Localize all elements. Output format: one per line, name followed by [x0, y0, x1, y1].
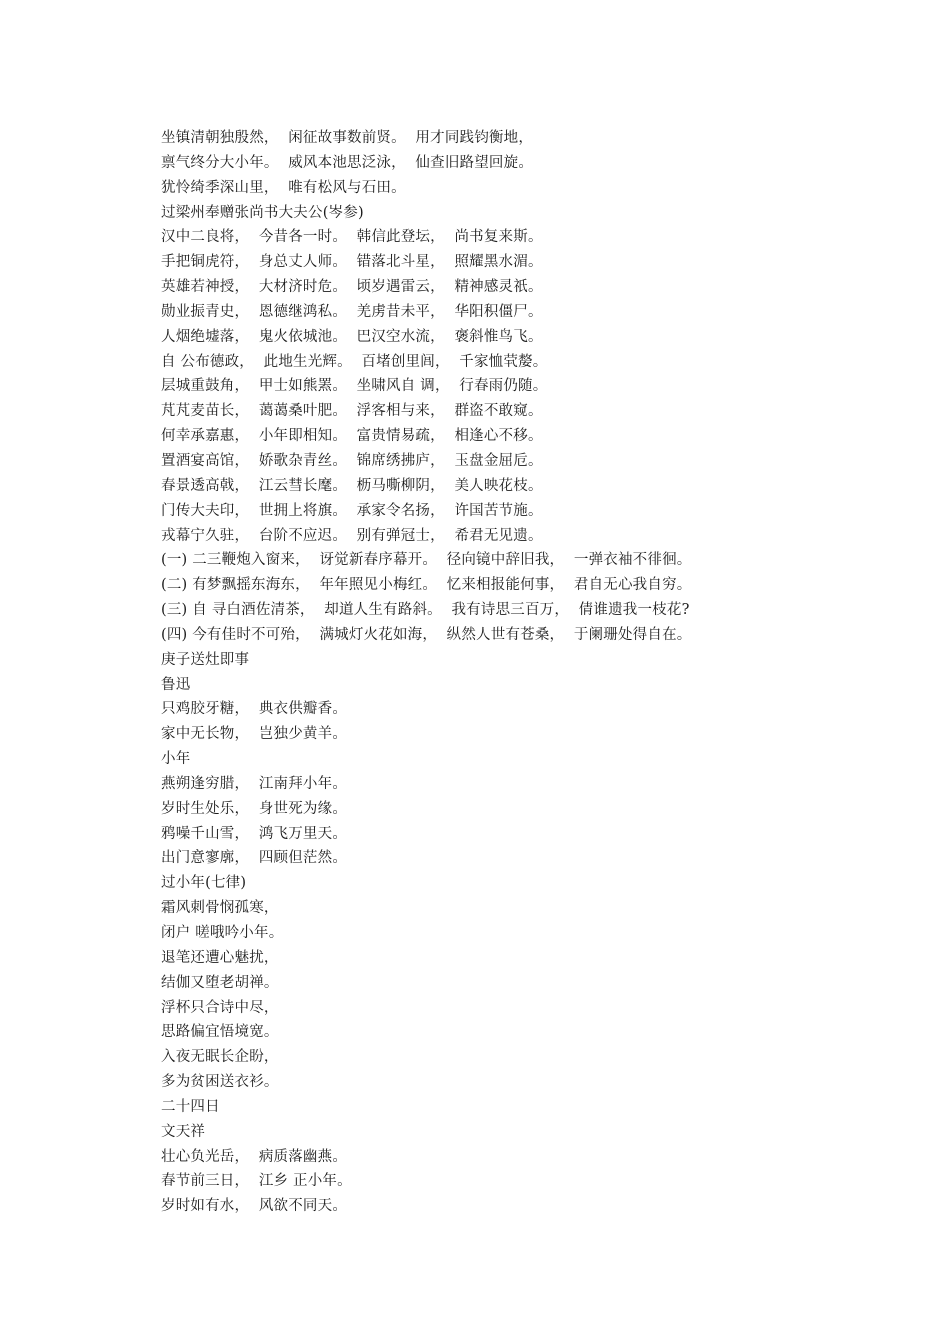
text-line: 岁时生处乐， 身世死为缘。: [161, 800, 348, 817]
text-line: 坐镇清朝独殷然， 闲征故事数前贤。 用才同践钧衡地，: [161, 130, 534, 146]
poem-title: 过小年(七律): [161, 875, 247, 892]
text-line: (三) 自 寻白酒佐清茶， 却道人生有路斜。 我有诗思三百万， 倩谁遗我一枝花?: [161, 602, 690, 619]
text-line: 入夜无眠长企盼，: [161, 1049, 279, 1066]
text-line: 思路偏宜悟境宽。: [161, 1024, 279, 1041]
text-line: 英雄若神授， 大材济时危。 顷岁遇雷云， 精神感灵祇。: [161, 279, 543, 296]
text-line: 芃芃麦苗长， 蔼蔼桑叶肥。 浮客相与来， 群盗不敢窥。: [161, 403, 543, 420]
poem-title: 庚子送灶即事: [161, 651, 250, 668]
text-line: 壮心负光岳， 病质落幽燕。: [161, 1148, 348, 1165]
text-line: 勋业振青史， 恩德继鸿私。 羌虏昔未平， 华阳积僵尸。: [161, 303, 543, 320]
poem-title: 过梁州奉赠张尚书大夫公(岑参): [161, 204, 364, 221]
text-line: 置酒宴高馆， 娇歌杂青丝。 锦席绣拂庐， 玉盘金屈卮。: [161, 452, 543, 469]
text-line: 手把铜虎符， 身总丈人师。 错落北斗星， 照耀黑水湄。: [161, 254, 543, 271]
text-line: 结伽又堕老胡禅。: [161, 974, 279, 991]
text-line: 门传大夫印， 世拥上将旗。 承家令名扬， 许国苦节施。: [161, 502, 543, 519]
text-line: 燕朔逢穷腊， 江南拜小年。: [161, 775, 348, 792]
poem-author: 文天祥: [161, 1123, 206, 1140]
text-line: 汉中二良将， 今昔各一时。 韩信此登坛， 尚书复来斯。: [161, 229, 543, 246]
text-line: 岁时如有水， 风欲不同天。: [161, 1198, 348, 1215]
text-line: 戎幕宁久驻， 台阶不应迟。 别有弹冠士， 希君无见遗。: [161, 527, 543, 544]
text-line: 春景透高戟， 江云彗长麾。 枥马嘶柳阴， 美人映花枝。: [161, 477, 543, 494]
text-line: 层城重鼓角， 甲士如熊罴。 坐啸风自 调， 行春雨仍随。: [161, 378, 548, 395]
text-line: 犹怜绮季深山里， 唯有松风与石田。: [161, 179, 406, 196]
text-line: 霜风刺骨悯孤寒，: [161, 900, 279, 917]
poem-title: 小年: [161, 751, 191, 768]
text-line: 禀气终分大小年。 威风本池思泛泳， 仙查旧路望回旋。: [161, 154, 534, 171]
text-line: 闭户 嗟哦吟小年。: [161, 925, 284, 941]
text-line: (四) 今有佳时不可殆， 满城灯火花如海， 纵然人世有苍桑， 于阑珊处得自在。: [161, 626, 692, 643]
text-line: (一) 二三鞭炮入窗来， 讶觉新春序幕开。 径向镜中辞旧我， 一弹衣袖不徘徊。: [161, 552, 692, 569]
poem-author: 鲁迅: [161, 676, 191, 693]
text-line: 多为贫困送衣衫。: [161, 1074, 279, 1091]
text-line: 出门意寥廓， 四顾但茫然。: [161, 850, 348, 867]
text-line: 春节前三日， 江乡 正小年。: [161, 1173, 352, 1190]
text-line: 只鸡胶牙糖， 典衣供瓣香。: [161, 701, 348, 718]
poem-title: 二十四日: [161, 1098, 220, 1115]
text-line: 何幸承嘉惠， 小年即相知。 富贵情易疏， 相逢心不移。: [161, 428, 543, 445]
text-line: 退笔还遭心魅扰，: [161, 949, 279, 966]
text-line: 浮杯只合诗中尽，: [161, 999, 279, 1016]
text-line: 自 公布德政， 此地生光辉。 百堵创里闾， 千家恤茕嫠。: [161, 353, 548, 370]
text-line: 家中无长物， 岂独少黄羊。: [161, 726, 348, 743]
text-line: 鸦噪千山雪， 鸿飞万里天。: [161, 825, 348, 842]
text-line: (二) 有梦飘摇东海东， 年年照见小梅红。 忆来相报能何事， 君自无心我自穷。: [161, 577, 692, 594]
document-body: [161, 126, 861, 1219]
text-line: 人烟绝墟落， 鬼火依城池。 巴汉空水流， 褒斜惟鸟飞。: [161, 328, 543, 345]
